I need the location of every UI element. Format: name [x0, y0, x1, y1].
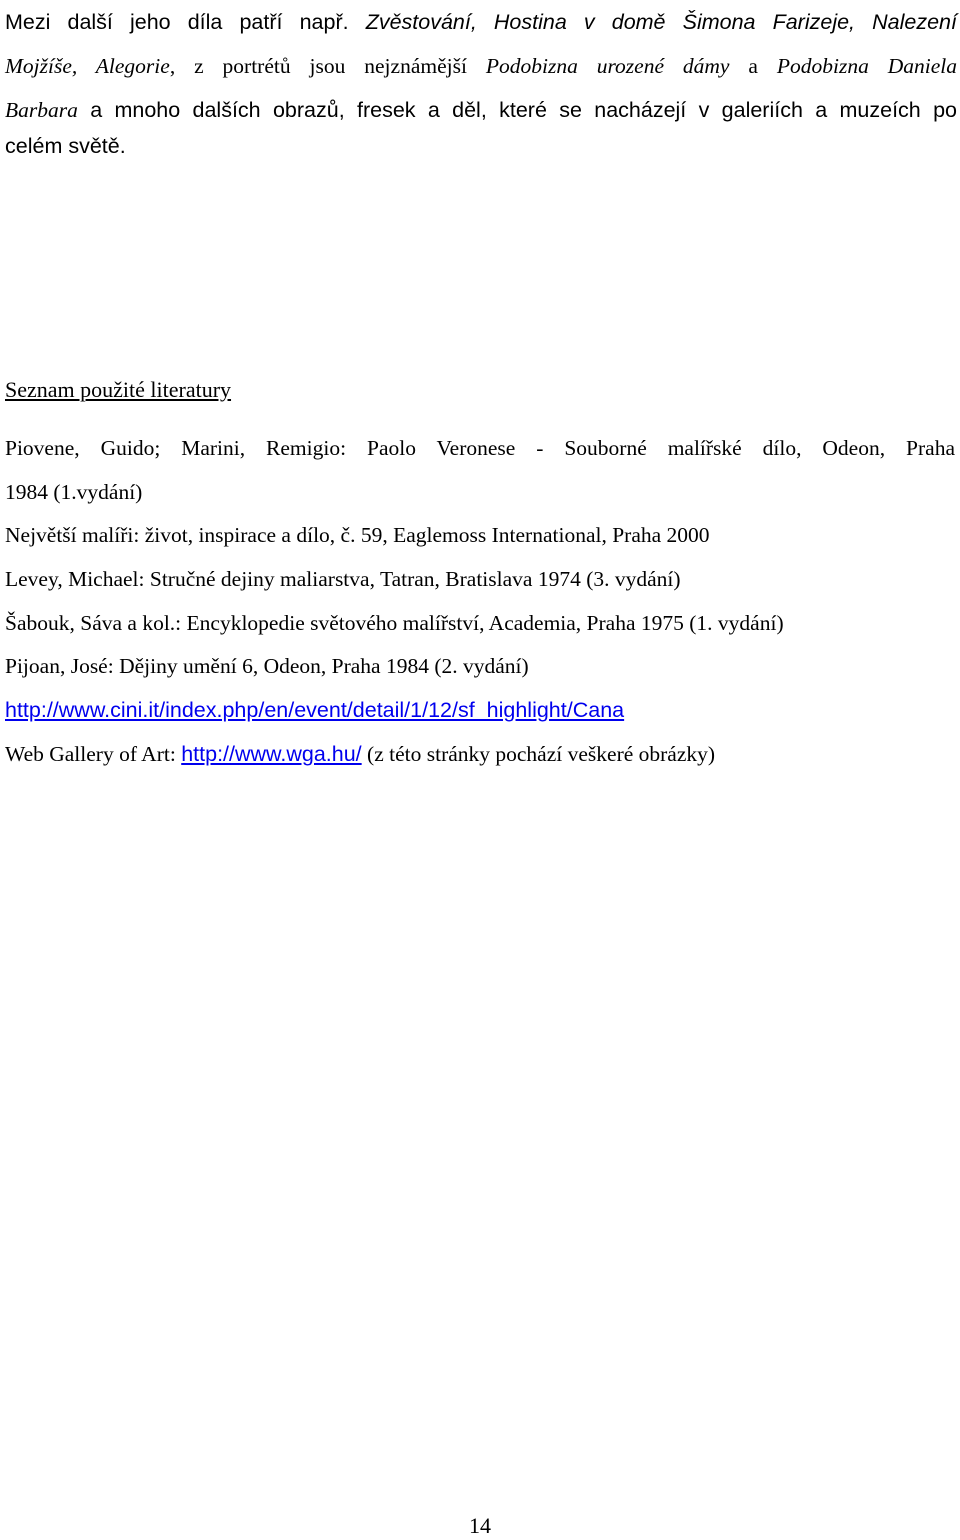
intro-line2-text-b: a	[729, 54, 777, 78]
intro-line2-italic-b: Podobizna urozené dámy	[485, 54, 730, 78]
intro-line1-text: Mezi další jeho díla patří např.	[5, 10, 366, 34]
intro-line1-italic: Zvěstování, Hostina v domě Šimona Farizeje, Nalezení	[365, 10, 957, 34]
intro-line2-italic-c: Podobizna Daniela	[776, 54, 957, 78]
bibliography-heading: Seznam použité literatury	[5, 377, 232, 402]
reference-6	[5, 692, 624, 728]
reference-7-suffix: (z této stránky pochází veškeré obrázky)	[361, 742, 716, 766]
reference-7-prefix: Web Gallery of Art:	[5, 742, 182, 766]
reference-4: Šabouk, Sáva a kol.: Encyklopedie světového malířství, Academia, Praha 1975 (1. vydání)	[5, 611, 784, 635]
page-number: 14	[469, 1513, 491, 1538]
intro-last-line: celém světě.	[5, 134, 126, 158]
reference-1-line-1: Piovene, Guido; Marini, Remigio: Paolo Veronese - Souborné malířské dílo, Odeon, Praha	[5, 436, 955, 460]
reference-3: Levey, Michael: Stručné dejiny maliarstva, Tatran, Bratislava 1974 (3. vydání)	[5, 567, 681, 591]
intro-line2-text-a: , z portrétů jsou nejznámější	[169, 54, 486, 78]
intro-line2-italic-a: Mojžíše, Alegorie	[5, 54, 170, 78]
intro-paragraph	[5, 0, 957, 132]
intro-line3-italic: Barbara	[5, 98, 78, 122]
reference-5: Pijoan, José: Dějiny umění 6, Odeon, Praha 1984 (2. vydání)	[5, 654, 529, 678]
reference-2: Největší malíři: život, inspirace a dílo, č. 59, Eaglemoss International, Praha 2000	[5, 523, 710, 547]
reference-7	[5, 736, 715, 772]
intro-line3-text: a mnoho dalších obrazů, fresek a děl, které se nacházejí v galeriích a muzeích po	[77, 98, 957, 122]
reference-1-line-2: 1984 (1.vydání)	[5, 480, 143, 504]
wga-link[interactable]: http://www.wga.hu/	[181, 742, 362, 766]
cini-link[interactable]: http://www.cini.it/index.php/en/event/detail/1/12/sf_highlight/Cana	[5, 698, 625, 722]
